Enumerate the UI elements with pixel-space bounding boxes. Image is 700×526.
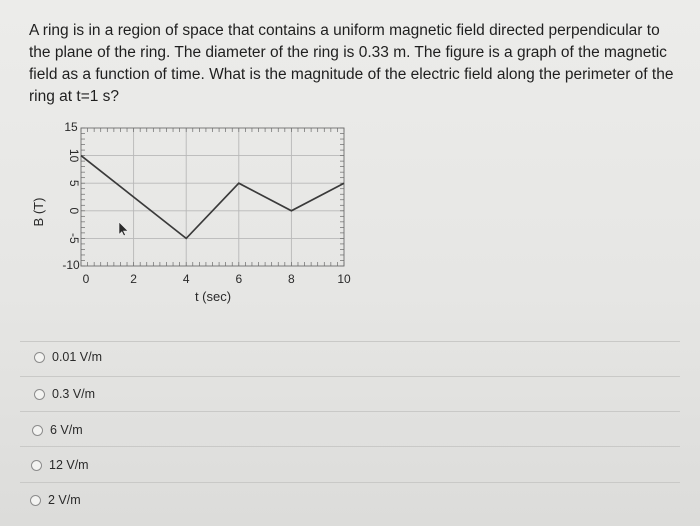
- y-tick-label: 15: [64, 120, 78, 135]
- y-tick-label: -5: [66, 233, 81, 244]
- answer-option[interactable]: [30, 493, 81, 507]
- y-tick-label: 5: [66, 179, 81, 187]
- minor-ticks: [81, 128, 344, 266]
- answer-option[interactable]: [34, 350, 102, 364]
- radio-button[interactable]: [34, 389, 45, 400]
- separator: [20, 376, 680, 377]
- answer-option[interactable]: [32, 423, 83, 437]
- x-tick-label: 10: [337, 272, 351, 286]
- x-tick-label: 2: [130, 272, 137, 286]
- radio-button[interactable]: [32, 425, 43, 436]
- x-tick-label: 4: [182, 272, 190, 286]
- plot-frame: [81, 128, 344, 266]
- x-axis-label: t (sec): [194, 289, 232, 304]
- answer-option[interactable]: [34, 387, 95, 401]
- question-text: A ring is in a region of space that contains a uniform magnetic field directed perpendicular to the plane of the ring. The diameter of the ring is 0.33 m. The figure is a graph of the magnetic field as a function of time. What is the magnitude of the electric field along the perimeter of the ring at t=1 s?: [29, 22, 674, 105]
- y-tick-label: 0: [66, 207, 81, 215]
- separator: [20, 446, 680, 447]
- y-tick-label: -10: [62, 258, 80, 273]
- separator: [20, 411, 680, 412]
- answer-option-label: 12 V/m: [49, 458, 89, 472]
- separator: [20, 482, 680, 483]
- x-tick-label: 0: [82, 272, 90, 286]
- answer-option-label: 0.3 V/m: [52, 387, 96, 401]
- answer-option[interactable]: [31, 458, 89, 472]
- answer-option-label: 6 V/m: [50, 423, 83, 437]
- separator: [20, 341, 680, 342]
- x-tick-label: 6: [235, 272, 243, 286]
- chart-grid: [81, 128, 344, 266]
- y-axis-label: B (T): [31, 197, 46, 227]
- radio-button[interactable]: [31, 460, 42, 471]
- answer-option-label: 0.01 V/m: [52, 350, 103, 364]
- radio-button[interactable]: [30, 495, 41, 506]
- radio-button[interactable]: [34, 352, 45, 363]
- answer-option-label: 2 V/m: [48, 493, 81, 507]
- x-tick-label: 8: [288, 272, 295, 286]
- cursor-icon: [119, 222, 128, 236]
- y-tick-label: 10: [66, 148, 81, 163]
